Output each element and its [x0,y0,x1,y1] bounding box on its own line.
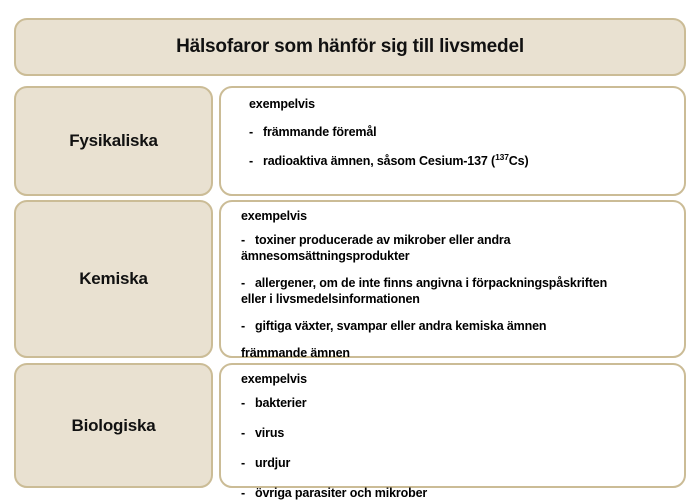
hazard-item-text: toxiner producerade av mikrober eller andra [255,233,511,248]
hazard-item [241,318,674,334]
hazard-item [241,232,674,264]
hazard-item [241,345,674,361]
hazard-item-text: främmande ämnen [241,346,350,361]
hazard-item [249,124,674,140]
bullet-dash: - [241,426,246,441]
bullet-dash: - [241,319,246,334]
hazard-item [241,425,674,441]
detail-box-fysikaliska [219,86,686,196]
hazard-row-fysikaliska [0,86,700,196]
hazard-item-text-line2: ämnesomsättningsprodukter [241,249,410,264]
hazard-row-biologiska [0,363,700,501]
detail-box-kemiska [219,200,686,361]
hazard-item-text: radioaktiva ämnen, såsom Cesium-137 ( [263,154,496,169]
isotope-superscript: 137 [495,152,509,163]
hazard-item-text: giftiga växter, svampar eller andra kemiska ämnen [255,319,547,334]
bullet-dash: - [241,396,246,411]
hazard-item-text-after: Cs) [508,154,529,169]
hazard-item-text: bakterier [255,396,307,411]
category-label: Fysikaliska [69,131,158,150]
diagram-title-box [14,18,686,76]
category-label: Kemiska [79,269,148,288]
hazard-item [241,455,674,471]
category-label: Biologiska [71,415,156,435]
bullet-dash: - [249,154,254,169]
hazard-item-text: allergener, om de inte finns angivna i förpackningspåskriften [255,276,608,291]
hazard-item [249,153,674,169]
category-box-kemiska [14,200,213,358]
examples-lead: exempelvis [249,97,315,111]
hazard-item-text: virus [255,426,285,441]
examples-lead: exempelvis [241,372,307,386]
bullet-dash: - [249,125,254,140]
hazard-item-text: främmande föremål [263,125,377,140]
category-box-fysikaliska [14,86,213,196]
hazard-row-kemiska [0,200,700,361]
hazard-item-text-line2: eller i livsmedelsinformationen [241,292,420,307]
category-box-biologiska [14,363,213,488]
hazard-item [241,395,674,411]
bullet-dash: - [241,456,246,471]
examples-lead: exempelvis [241,209,307,223]
hazard-item [241,485,674,501]
bullet-dash: - [241,486,246,501]
hazard-item-text: övriga parasiter och mikrober [255,486,428,501]
detail-box-biologiska [219,363,686,501]
hazard-item [241,275,674,307]
bullet-dash: - [241,233,246,248]
bullet-dash: - [241,276,246,291]
diagram-title: Hälsofaror som hänför sig till livsmedel [176,36,524,57]
hazard-item-text: urdjur [255,456,291,471]
